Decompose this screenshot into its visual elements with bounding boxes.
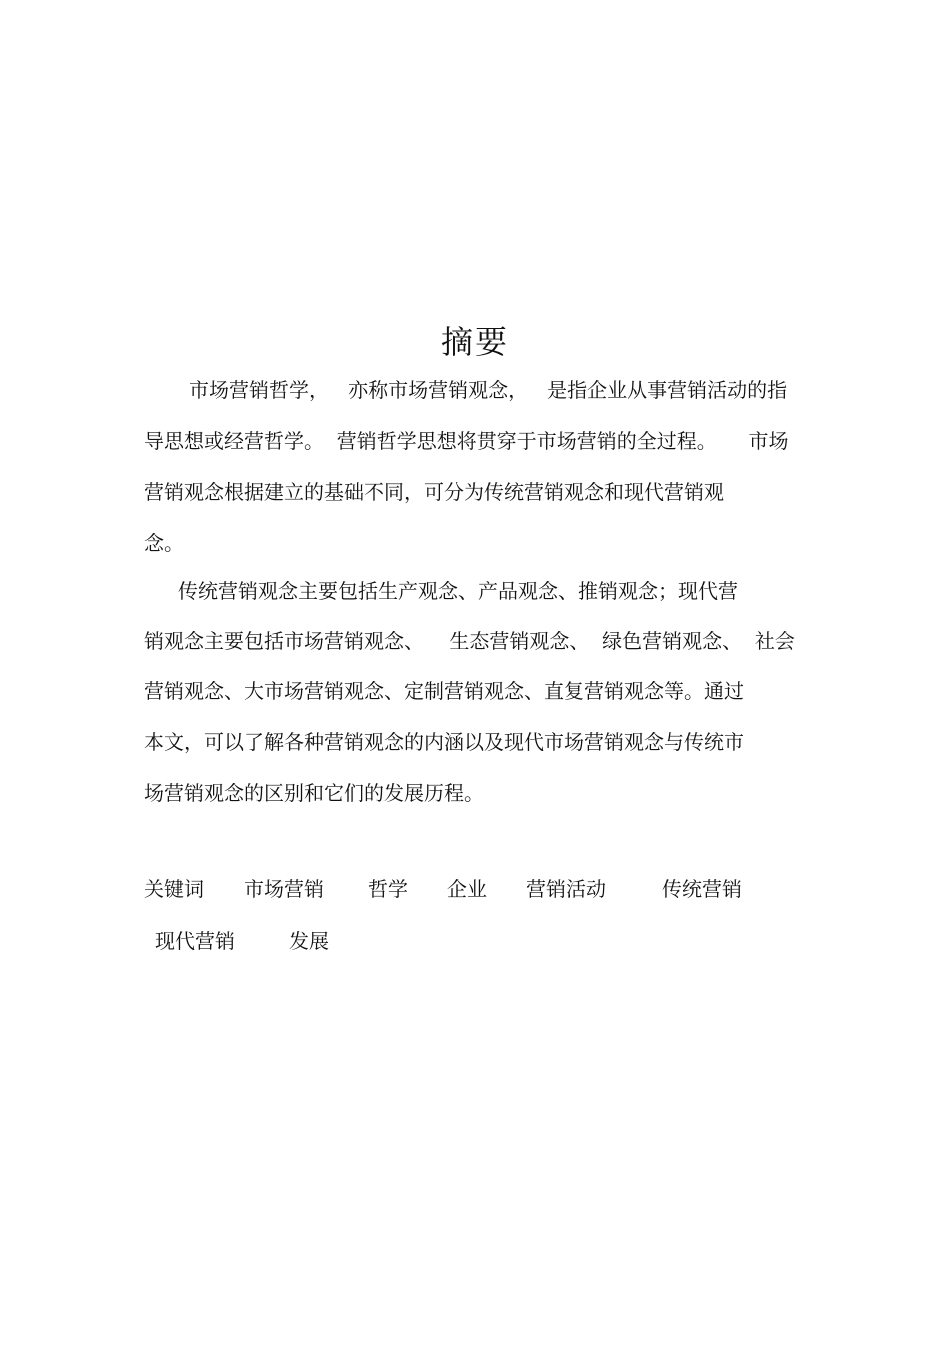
paragraph-line: 销观念主要包括市场营销观念、 生态营销观念、 绿色营销观念、 社会 — [144, 629, 795, 653]
paragraph-line: 传统营销观念主要包括生产观念、产品观念、推销观念；现代营 — [178, 579, 738, 603]
keyword-item: 哲学 — [368, 877, 408, 901]
paragraph-line: 市场营销哲学， 亦称市场营销观念， 是指企业从事营销活动的指 — [189, 378, 788, 402]
page-title: 摘要 — [440, 323, 509, 361]
paragraph-line: 导思想或经营哲学。 营销哲学思想将贯穿于市场营销的全过程。 市场 — [144, 429, 789, 453]
keyword-item: 现代营销 — [155, 929, 235, 953]
keyword-item: 市场营销 — [244, 877, 324, 901]
keywords-label: 关键词 — [144, 877, 204, 901]
paragraph-line: 本文，可以了解各种营销观念的内涵以及现代市场营销观念与传统市 — [144, 730, 744, 754]
keyword-item: 企业 — [447, 877, 487, 901]
keyword-item: 发展 — [289, 929, 329, 953]
paragraph-line: 念。 — [144, 531, 184, 555]
paragraph-line: 营销观念、大市场营销观念、定制营销观念、直复营销观念等。通过 — [144, 679, 744, 703]
paragraph-line: 场营销观念的区别和它们的发展历程。 — [144, 781, 484, 805]
paragraph-line: 营销观念根据建立的基础不同，可分为传统营销观念和现代营销观 — [144, 480, 724, 504]
keyword-item: 营销活动 — [526, 877, 606, 901]
keyword-item: 传统营销 — [662, 877, 742, 901]
